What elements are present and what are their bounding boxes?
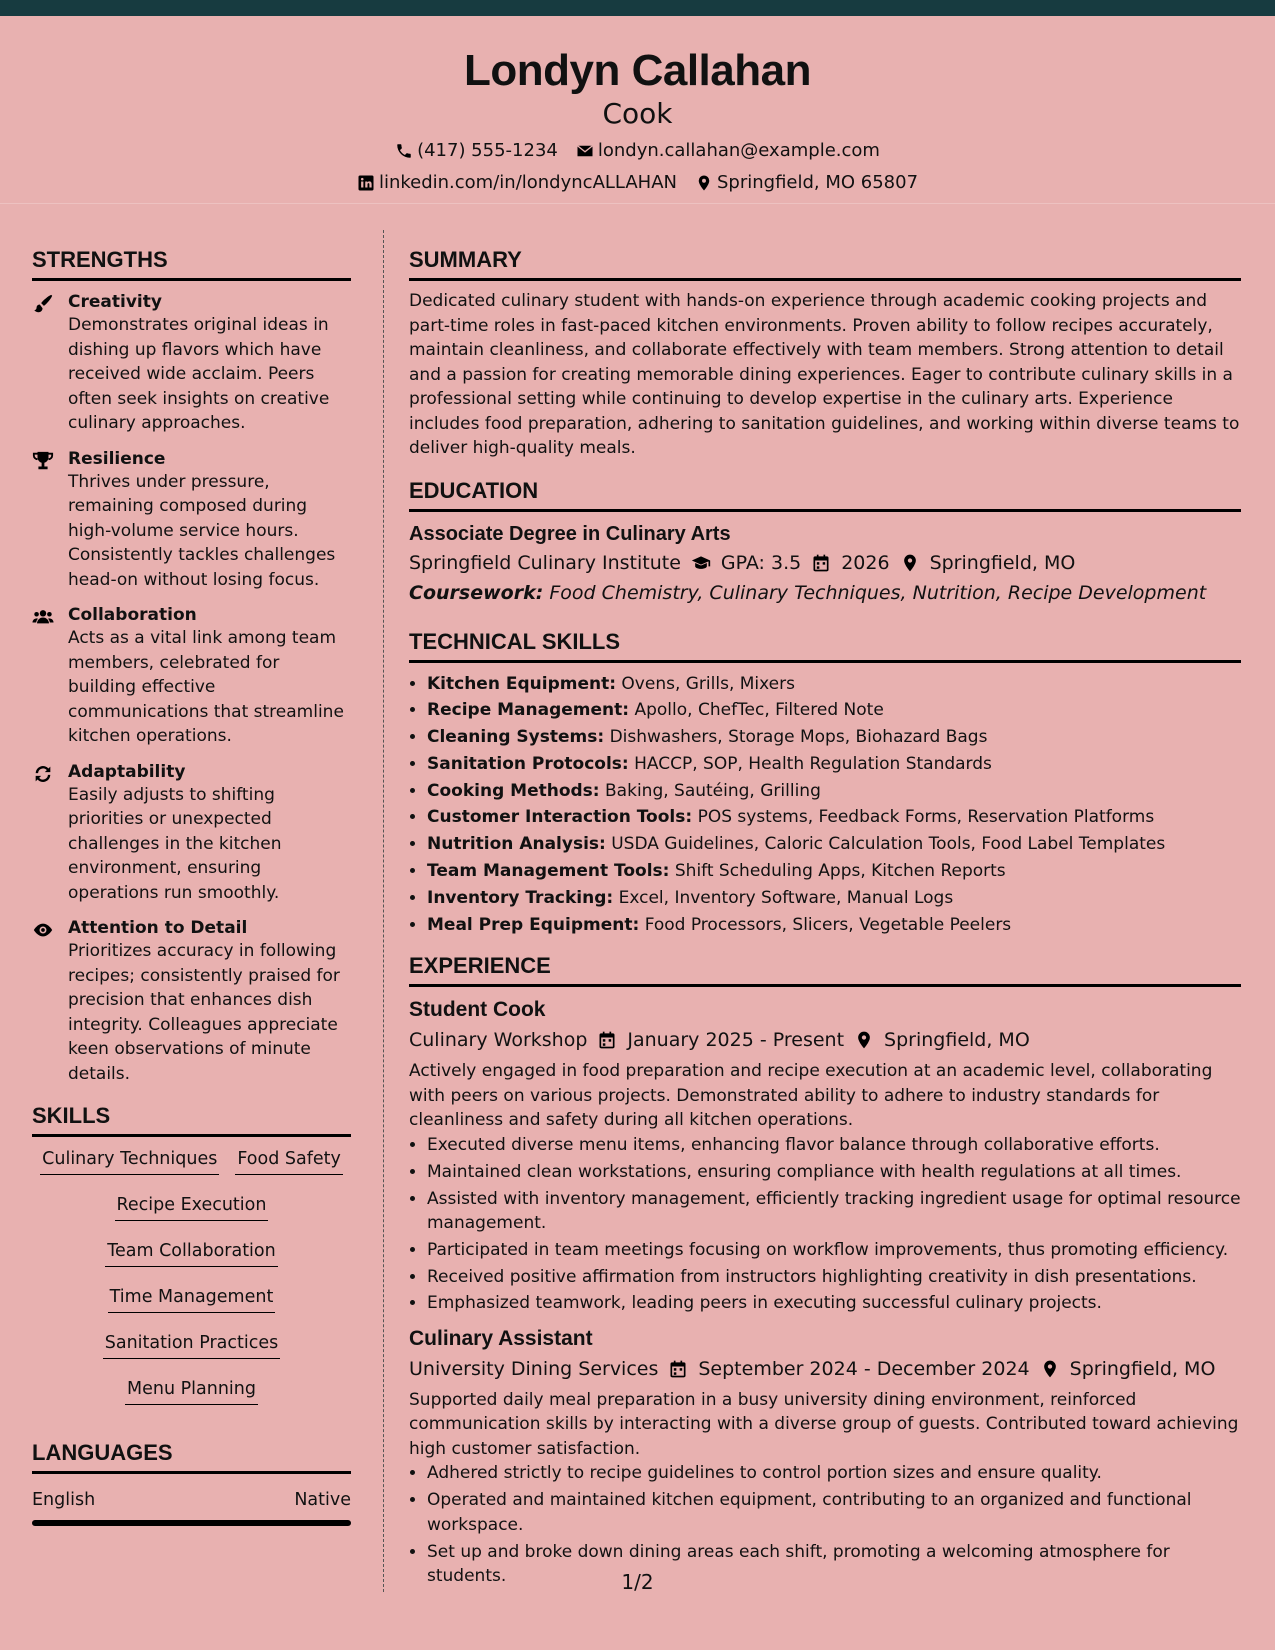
job-location: Springfield, MO xyxy=(884,1029,1030,1052)
list-item xyxy=(427,671,1241,698)
tech-skill-value: USDA Guidelines, Caloric Calculation Tools, Food Label Templates xyxy=(611,834,1166,855)
strength-desc: Demonstrates original ideas in dishing up flavors which have received wide acclaim. Peers often seek insights on creative culinary approaches. xyxy=(68,315,330,433)
tech-skill-value: Food Processors, Slicers, Vegetable Peelers xyxy=(644,914,1012,935)
tech-skill-label: Sanitation Protocols: xyxy=(427,753,629,774)
graduation-cap-icon xyxy=(691,553,711,573)
list-item xyxy=(427,804,1241,831)
strength-title: Creativity xyxy=(68,292,162,312)
job-meta xyxy=(409,1354,1241,1384)
sync-icon xyxy=(32,763,54,785)
education-heading: EDUCATION xyxy=(409,477,1241,512)
list-item: • Emphasized teamwork, leading peers in executing successful culinary projects. xyxy=(427,1291,1241,1316)
job-title: Culinary Assistant xyxy=(409,1326,593,1350)
envelope-icon xyxy=(576,142,594,160)
linkedin-contact xyxy=(357,172,677,194)
tech-skill-value: Shift Scheduling Apps, Kitchen Reports xyxy=(674,861,1006,882)
top-accent-bar xyxy=(0,0,1275,16)
technical-skills-heading: TECHNICAL SKILLS xyxy=(409,628,1241,663)
list-item: • Set up and broke down dining areas each shift, promoting a welcoming atmosphere for students. xyxy=(427,1540,1241,1589)
list-item: • Assisted with inventory management, efficiently tracking ingredient usage for optimal resource management. xyxy=(427,1187,1241,1236)
summary-heading: SUMMARY xyxy=(409,246,1241,281)
tech-skill-label: Customer Interaction Tools: xyxy=(427,807,693,828)
job-location: Springfield, MO xyxy=(1069,1357,1216,1380)
summary-text: Dedicated culinary student with hands-on experience through academic cooking projects and part-time roles in fast-paced kitchen environments. Proven ability to follow recipes accurately, maintain cleanliness, and collaborate effectively with team members. Strong attention to detail and a passion for creating memorable dining experiences. Eager to contribute culinary skills in a professional setting while continuing to develop expertise in the culinary arts. Experience includes food preparation, adhering to sanitation guidelines, and working within diverse teams to deliver high-quality meals. xyxy=(409,291,1240,458)
contact-row-2 xyxy=(0,172,1275,194)
email-contact xyxy=(576,140,880,162)
map-pin-icon xyxy=(900,553,920,573)
strength-item xyxy=(32,759,351,906)
resume-header xyxy=(0,16,1275,204)
trophy-icon xyxy=(32,450,54,472)
linkedin-text[interactable]: linkedin.com/in/londyncALLAHAN xyxy=(378,172,677,193)
tech-skill-value: POS systems, Feedback Forms, Reservation Platforms xyxy=(697,807,1155,828)
language-item xyxy=(32,1488,351,1512)
tech-skill-label: Kitchen Equipment: xyxy=(427,673,617,694)
job-summary: Supported daily meal preparation in a busy university dining environment, reinforced communication skills by interacting with a diverse group of guests. Contributed toward achieving high customer satisfaction. xyxy=(409,1389,1239,1459)
tech-skill-label: Nutrition Analysis: xyxy=(427,834,606,855)
strength-title: Adaptability xyxy=(68,761,186,782)
school-name: Springfield Culinary Institute xyxy=(409,551,681,574)
job-meta xyxy=(409,1025,1241,1055)
strength-desc: Acts as a vital link among team members, celebrated for building effective communications that streamline kitchen operations. xyxy=(68,628,344,746)
company-name: University Dining Services xyxy=(409,1357,659,1380)
job-bullets xyxy=(409,1133,1241,1316)
tech-skill-value: Ovens, Grills, Mixers xyxy=(621,673,795,694)
tech-skill-value: Baking, Sautéing, Grilling xyxy=(605,780,821,801)
skills-list xyxy=(32,1145,351,1405)
list-item: • Operated and maintained kitchen equipment, contributing to an organized and functional workspace. xyxy=(427,1488,1241,1537)
strength-desc: Thrives under pressure, remaining composed during high-volume service hours. Consistently tackles challenges head-on without losing focus. xyxy=(68,471,336,590)
list-item xyxy=(427,751,1241,778)
map-pin-icon xyxy=(1040,1359,1060,1379)
coursework xyxy=(409,578,1241,608)
skill-tag: Time Management xyxy=(108,1283,276,1313)
email-text[interactable]: londyn.callahan@example.com xyxy=(597,140,880,161)
paintbrush-icon xyxy=(32,293,54,315)
list-item xyxy=(427,912,1241,939)
tech-skill-label: Cooking Methods: xyxy=(427,780,600,801)
skill-tag: Culinary Techniques xyxy=(40,1145,219,1175)
list-item xyxy=(427,778,1241,805)
strength-item xyxy=(32,915,351,1086)
education-meta xyxy=(409,548,1241,578)
languages-heading: LANGUAGES xyxy=(32,1439,351,1474)
phone-icon xyxy=(395,142,413,160)
calendar-icon xyxy=(597,1030,617,1050)
graduation-year: 2026 xyxy=(841,551,890,574)
skill-tag: Recipe Execution xyxy=(115,1191,269,1221)
calendar-icon xyxy=(668,1359,688,1379)
job-dates: January 2025 - Present xyxy=(627,1029,845,1052)
strengths-heading: STRENGTHS xyxy=(32,246,351,281)
strength-title: Attention to Detail xyxy=(68,918,248,938)
job-title: Student Cook xyxy=(409,998,546,1022)
tech-skill-label: Team Management Tools: xyxy=(427,861,670,882)
page-number: 1/2 xyxy=(621,1570,654,1594)
list-item: • Executed diverse menu items, enhancing flavor balance through collaborative efforts. xyxy=(427,1133,1241,1158)
column-divider xyxy=(383,230,384,1592)
skills-heading: SKILLS xyxy=(32,1102,351,1137)
map-pin-icon xyxy=(854,1030,874,1050)
tech-skill-value: Apollo, ChefTec, Filtered Note xyxy=(634,700,884,721)
job-summary: Actively engaged in food preparation and recipe execution at an academic level, collaborating with peers on various projects. Demonstrated ability to adhere to industry standards for cleanliness and safety during all kitchen operations. xyxy=(409,1061,1213,1131)
skill-tag: Food Safety xyxy=(235,1145,343,1175)
list-item: • Received positive affirmation from instructors highlighting creativity in dish presentations. xyxy=(427,1265,1241,1290)
eye-icon xyxy=(32,919,54,941)
list-item xyxy=(427,724,1241,751)
strength-desc: Easily adjusts to shifting priorities or unexpected challenges in the kitchen environment, ensuring operations run smoothly. xyxy=(68,784,282,903)
strength-title: Collaboration xyxy=(68,605,197,625)
language-level: Native xyxy=(294,1490,351,1510)
users-icon xyxy=(32,606,54,628)
map-pin-icon xyxy=(695,174,713,192)
calendar-icon xyxy=(811,553,831,573)
tech-skill-label: Meal Prep Equipment: xyxy=(427,914,640,935)
job-dates: September 2024 - December 2024 xyxy=(698,1357,1030,1380)
right-column xyxy=(409,230,1241,1591)
company-name: Culinary Workshop xyxy=(409,1029,588,1052)
candidate-name: Londyn Callahan xyxy=(464,46,811,95)
phone-text: (417) 555-1234 xyxy=(417,140,558,161)
tech-skill-value: Dishwashers, Storage Mops, Biohazard Bags xyxy=(609,727,988,748)
coursework-label: Coursework: xyxy=(409,581,544,604)
technical-skills-list xyxy=(409,671,1241,939)
strength-item xyxy=(32,446,351,593)
language-name: English xyxy=(32,1490,96,1510)
list-item: • Adhered strictly to recipe guidelines to control portion sizes and ensure quality. xyxy=(427,1461,1241,1486)
degree-title: Associate Degree in Culinary Arts xyxy=(409,522,731,545)
skill-tag: Team Collaboration xyxy=(105,1237,277,1267)
education-location: Springfield, MO xyxy=(929,551,1076,574)
list-item xyxy=(427,697,1241,724)
strength-title: Resilience xyxy=(68,448,166,469)
skill-tag: Menu Planning xyxy=(125,1375,258,1405)
list-item: • Participated in team meetings focusing on workflow improvements, thus promoting efficiency. xyxy=(427,1238,1241,1263)
strength-desc: Prioritizes accuracy in following recipes; consistently praised for precision that enhances dish integrity. Colleagues appreciate keen observations of minute details. xyxy=(68,941,340,1084)
language-proficiency-bar xyxy=(32,1520,351,1526)
tech-skill-label: Cleaning Systems: xyxy=(427,727,605,748)
strength-item xyxy=(32,602,351,749)
tech-skill-label: Inventory Tracking: xyxy=(427,887,614,908)
gpa-text: GPA: 3.5 xyxy=(720,551,802,574)
candidate-title: Cook xyxy=(602,97,673,130)
tech-skill-value: HACCP, SOP, Health Regulation Standards xyxy=(634,753,992,774)
contact-row-1 xyxy=(0,140,1275,162)
skill-tag: Sanitation Practices xyxy=(103,1329,280,1359)
coursework-list: Food Chemistry, Culinary Techniques, Nutrition, Recipe Development xyxy=(549,581,1207,604)
experience-heading: EXPERIENCE xyxy=(409,952,1241,987)
location-text: Springfield, MO 65807 xyxy=(716,172,919,193)
left-column xyxy=(32,230,351,1526)
list-item: • Maintained clean workstations, ensuring compliance with health regulations at all times. xyxy=(427,1160,1241,1185)
list-item xyxy=(427,885,1241,912)
phone-contact xyxy=(395,140,558,162)
linkedin-icon xyxy=(357,174,375,192)
list-item xyxy=(427,831,1241,858)
tech-skill-value: Excel, Inventory Software, Manual Logs xyxy=(618,887,954,908)
tech-skill-label: Recipe Management: xyxy=(427,700,630,721)
location-contact xyxy=(695,172,918,194)
list-item xyxy=(427,858,1241,885)
strength-item xyxy=(32,289,351,436)
